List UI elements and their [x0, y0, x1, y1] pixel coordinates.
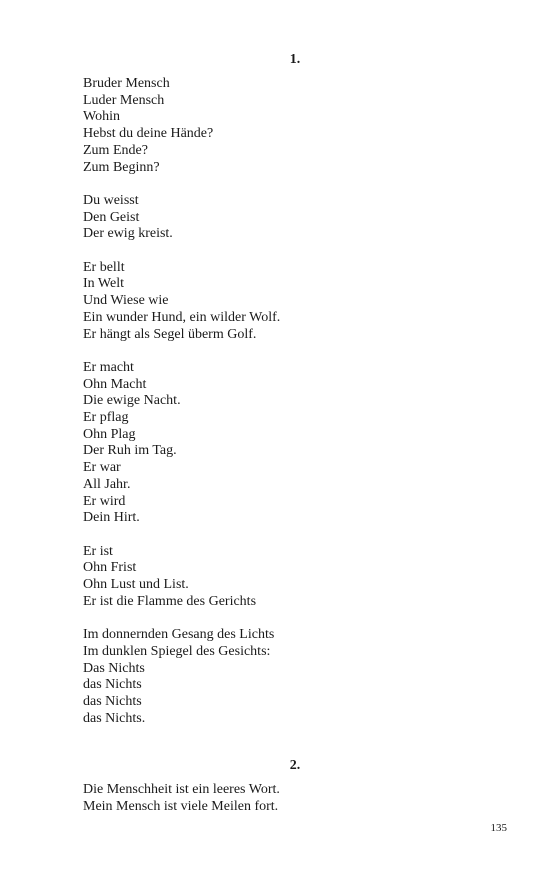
poem-line: das Nichts. [83, 710, 146, 726]
poem-line: Ohn Lust und List. [83, 577, 189, 593]
stanza [83, 193, 523, 243]
poem-line: Bruder Mensch [83, 76, 170, 91]
poem-line: Im dunklen Spiegel des Gesichts: [83, 643, 271, 659]
poem-line: Du weisst [83, 192, 139, 208]
stanza [83, 782, 523, 815]
poem-line: Der Ruh im Tag. [83, 443, 177, 459]
page-number: 135 [490, 822, 507, 834]
poem-section-1 [83, 76, 523, 744]
poem-line: Ohn Macht [83, 376, 147, 392]
stanza [83, 360, 523, 527]
poem-line: Der ewig kreist. [83, 226, 173, 242]
poem-line: Luder Mensch [83, 92, 165, 108]
poem-line: Er bellt [83, 259, 125, 275]
stanza [83, 76, 523, 176]
poem-line: Das Nichts [83, 660, 145, 676]
section-heading: 1. [289, 52, 301, 67]
section-heading: 2. [289, 758, 301, 773]
poem-line: das Nichts [83, 677, 142, 693]
poem-line: Ein wunder Hund, ein wilder Wolf. [83, 309, 281, 325]
poem-line: Er pflag [83, 410, 129, 426]
poem-line: Er ist [83, 543, 113, 559]
poem-line: Mein Mensch ist viele Meilen fort. [83, 798, 279, 814]
poem-line: Er ist die Flamme des Gerichts [83, 593, 257, 609]
poem-line: Er hängt als Segel überm Golf. [83, 326, 257, 342]
poem-line: In Welt [83, 276, 124, 292]
poem-line: Er macht [83, 359, 134, 375]
poem-line: Und Wiese wie [83, 293, 169, 309]
poem-line: Im donnernden Gesang des Lichts [83, 627, 275, 643]
poem-line: Zum Ende? [83, 142, 148, 158]
poem-line: das Nichts [83, 693, 142, 709]
poem-line: All Jahr. [83, 476, 131, 492]
poem-line: Die ewige Nacht. [83, 393, 181, 409]
poem-line: Er wird [83, 493, 126, 509]
stanza [83, 627, 523, 727]
poem-line: Zum Beginn? [83, 159, 160, 175]
stanza [83, 544, 523, 611]
poem-line: Wohin [83, 109, 120, 125]
poem-line: Er war [83, 460, 121, 476]
poem-line: Dein Hirt. [83, 510, 140, 526]
stanza [83, 260, 523, 344]
poem-line: Hebst du deine Hände? [83, 126, 214, 142]
poem-line: Ohn Plag [83, 426, 136, 442]
poem-line: Ohn Frist [83, 560, 137, 576]
poem-section-2 [83, 782, 523, 832]
poem-line: Die Menschheit ist ein leeres Wort. [83, 782, 280, 797]
poem-line: Den Geist [83, 209, 140, 225]
